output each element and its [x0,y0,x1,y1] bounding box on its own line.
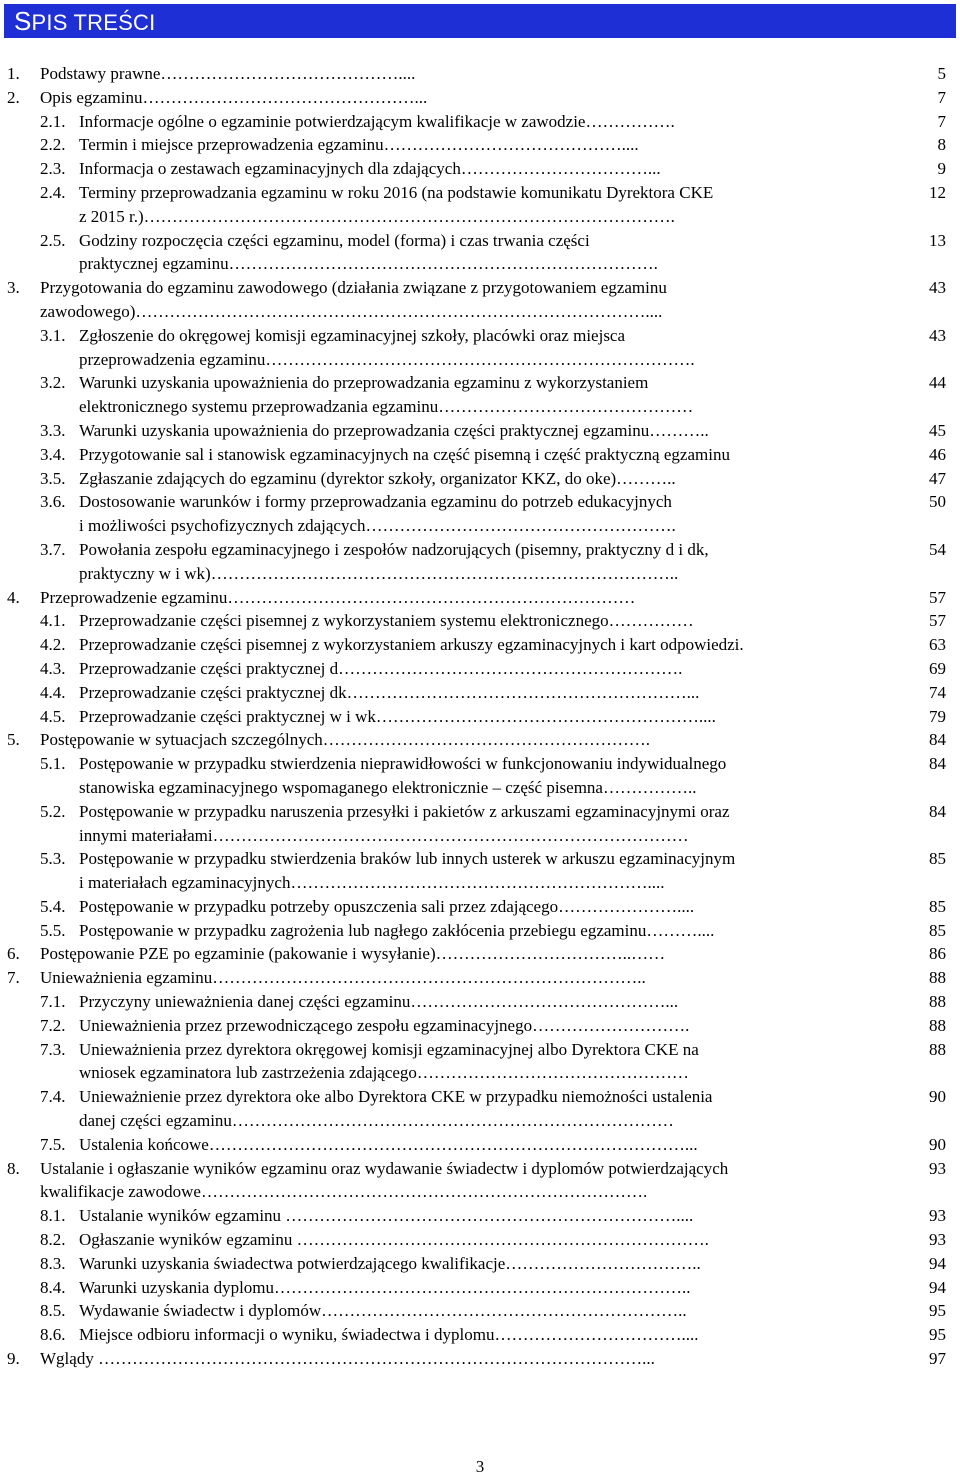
toc-entry[interactable] [0,1038,960,1086]
toc-entry-page: 8 [937,135,946,155]
toc-entry-page: 84 [929,754,946,774]
toc-entry[interactable] [0,490,960,538]
toc-entry-title: Unieważnienie przez dyrektora oke albo Dyrektora CKE w przypadku niemożności ustalenia [79,1087,713,1107]
toc-entry[interactable] [0,1204,960,1228]
toc-entry[interactable] [0,942,960,966]
toc-entry-title: Przeprowadzanie części praktycznej d……………………………………………………. [79,658,683,678]
toc-entry-page: 97 [929,1349,946,1369]
toc-entry-title: wniosek egzaminatora lub zastrzeżenia zdającego………………………………………… [79,1063,689,1083]
toc-entry-number: 5.4. [40,896,66,916]
toc-entry-title: Postępowanie w przypadku stwierdzenia braków lub innych usterek w arkuszu egzaminacyjnym [79,849,736,869]
section-title-initial: S [14,6,32,36]
toc-entry[interactable] [0,157,960,181]
toc-entry-number: 2.5. [40,230,66,250]
toc-entry-number: 2.1. [40,111,66,131]
toc-entry-number: 4. [7,587,20,607]
toc-entry-title: Podstawy prawne…………………………………….... [40,64,416,83]
toc-entry-page: 86 [929,944,946,964]
toc-entry-page: 84 [929,730,946,750]
toc-entry-title: Warunki uzyskania świadectwa potwierdzającego kwalifikacje…………………………….. [79,1253,701,1273]
toc-entry-number: 8.1. [40,1206,66,1226]
toc-entry[interactable] [0,966,960,990]
toc-entry[interactable] [0,633,960,657]
toc-entry-title: Ustalenia końcowe…………………………………………………………………………... [79,1134,698,1154]
toc-entry[interactable] [0,705,960,729]
toc-entry-number: 8. [7,1158,20,1178]
section-header-bar [4,4,956,38]
toc-entry-number: 3. [7,278,20,298]
toc-entry-title: praktyczny w i wk)……………………………………………………………………….. [79,563,679,583]
toc-entry-page: 7 [937,111,946,131]
toc-entry[interactable] [0,1347,960,1371]
toc-entry-title: Informacje ogólne o egzaminie potwierdzającym kwalifikacje w zawodzie……………. [79,111,675,131]
toc-entry-page: 43 [929,278,946,298]
toc-entry-title: z 2015 r.)…………………………………………………………………………………. [79,206,675,226]
toc-entry[interactable] [0,443,960,467]
toc-entry-number: 7.1. [40,992,66,1012]
toc-entry[interactable] [0,1252,960,1276]
toc-entry-title: Unieważnienia przez dyrektora okręgowej komisji egzaminacyjnej albo Dyrektora CKE na [79,1039,699,1059]
toc-entry-title: Termin i miejsce przeprowadzenia egzaminu…………………………………….... [79,135,639,155]
section-title [14,7,155,37]
toc-entry-title: Informacja o zestawach egzaminacyjnych dla zdających……………………………... [79,159,661,179]
toc-entry[interactable] [0,371,960,419]
toc-entry-title: Postępowanie PZE po egzaminie (pakowanie i wysyłanie)……………………………..…… [40,944,666,964]
toc-entry-page: 50 [929,492,946,512]
toc-entry-number: 3.5. [40,468,66,488]
toc-entry-number: 2. [7,87,20,107]
toc-entry[interactable] [0,800,960,848]
toc-entry-page: 94 [929,1253,946,1273]
toc-entry[interactable] [0,276,960,324]
toc-entry[interactable] [0,1133,960,1157]
toc-entry[interactable] [0,895,960,919]
toc-entry-title: Postępowanie w przypadku zagrożenia lub nagłego zakłócenia przebiegu egzaminu……….... [79,920,715,940]
toc-entry-number: 5.3. [40,849,66,869]
toc-entry-title: Przeprowadzanie części pisemnej z wykorzystaniem arkuszy egzaminacyjnych i kart odpowiedzi. [79,635,744,655]
toc-entry[interactable] [0,681,960,705]
toc-entry[interactable] [0,1157,960,1205]
toc-entry-title: Godziny rozpoczęcia części egzaminu, model (forma) i czas trwania części [79,230,590,250]
toc-entry[interactable] [0,919,960,943]
toc-entry-page: 93 [929,1206,946,1226]
toc-entry-page: 5 [937,64,946,83]
toc-entry-number: 8.3. [40,1253,66,1273]
toc-entry-number: 4.4. [40,682,66,702]
toc-entry-title: Przygotowania do egzaminu zawodowego (działania związane z przygotowaniem egzaminu [40,278,667,298]
toc-entry-number: 8.6. [40,1325,66,1345]
toc-entry-title: Ustalanie wyników egzaminu …………………………………………………………….... [79,1206,694,1226]
toc-entry-number: 6. [7,944,20,964]
toc-entry-number: 1. [7,64,20,83]
toc-entry[interactable] [0,181,960,229]
toc-entry-page: 88 [929,968,946,988]
toc-entry-title: Dostosowanie warunków i formy przeprowadzania egzaminu do potrzeb edukacyjnych [79,492,672,512]
toc-entry-number: 9. [7,1349,20,1369]
toc-entry-number: 3.6. [40,492,66,512]
toc-entry-number: 4.5. [40,706,66,726]
toc-entry-page: 63 [929,635,946,655]
toc-entry[interactable] [0,1323,960,1347]
toc-entry[interactable] [0,1228,960,1252]
toc-entry-number: 3.7. [40,539,66,559]
toc-entry-page: 90 [929,1134,946,1154]
table-of-contents [0,62,960,1371]
toc-entry-title: Miejsce odbioru informacji o wyniku, świadectwa i dyplomu…………………………….... [79,1325,699,1345]
toc-entry[interactable] [0,1299,960,1323]
toc-entry-page: 44 [929,373,946,393]
toc-entry-number: 4.3. [40,658,66,678]
toc-entry-title: Ogłaszanie wyników egzaminu ………………………………………………………………. [79,1230,709,1250]
toc-entry-number: 4.2. [40,635,66,655]
toc-entry-title: Postępowanie w przypadku naruszenia przesyłki i pakietów z arkuszami egzaminacyjnymi oraz [79,801,730,821]
toc-entry-page: 95 [929,1325,946,1345]
toc-entry[interactable] [0,86,960,110]
toc-entry[interactable] [0,609,960,633]
toc-entry-page: 54 [929,539,946,559]
toc-entry-title: i możliwości psychofizycznych zdających………………………………………………. [79,516,676,536]
toc-entry-number: 4.1. [40,611,66,631]
page-number: 3 [475,1457,485,1476]
toc-entry-page: 93 [929,1230,946,1250]
toc-entry[interactable] [0,657,960,681]
toc-entry-page: 7 [937,87,946,107]
toc-entry-number: 7.3. [40,1039,66,1059]
toc-entry-title: Warunki uzyskania upoważnienia do przeprowadzania części praktycznej egzaminu……….. [79,420,709,440]
toc-entry-number: 5.2. [40,801,66,821]
toc-entry-page: 93 [929,1158,946,1178]
toc-entry[interactable] [0,538,960,586]
toc-entry-page: 79 [929,706,946,726]
toc-entry-title: Zgłaszanie zdających do egzaminu (dyrektor szkoły, organizator KKZ, do oke)……….. [79,468,676,488]
toc-entry[interactable] [0,324,960,372]
toc-entry-title: Przeprowadzanie części pisemnej z wykorzystaniem systemu elektronicznego…………… [79,611,694,631]
toc-entry-number: 3.4. [40,444,66,464]
toc-entry-page: 57 [929,611,946,631]
toc-entry-title: elektronicznego systemu przeprowadzania egzaminu……………………………………… [79,397,694,417]
toc-entry-page: 88 [929,992,946,1012]
toc-entry-number: 5. [7,730,20,750]
toc-entry-page: 85 [929,896,946,916]
toc-entry-number: 8.5. [40,1301,66,1321]
toc-entry-number: 5.5. [40,920,66,940]
toc-entry-page: 88 [929,1015,946,1035]
toc-entry-page: 90 [929,1087,946,1107]
toc-entry-title: praktycznej egzaminu…………………………………………………………………. [79,254,658,274]
toc-entry-title: Ustalanie i ogłaszanie wyników egzaminu oraz wydawanie świadectw i dyplomów potwierdzających [40,1158,729,1178]
toc-entry-page: 57 [929,587,946,607]
toc-entry-title: innymi materiałami………………………………………………………………………… [79,825,689,845]
toc-entry-title: Postępowanie w przypadku stwierdzenia nieprawidłowości w funkcjonowaniu indywidualnego [79,754,727,774]
toc-entry-title: Unieważnienia przez przewodniczącego zespołu egzaminacyjnego………………………. [79,1015,690,1035]
toc-entry-title: kwalifikacje zawodowe……………………………………………………………………. [40,1182,648,1202]
toc-entry[interactable] [0,110,960,134]
toc-entry[interactable] [0,1085,960,1133]
toc-entry-title: i materiałach egzaminacyjnych……………………………………………………….... [79,873,665,893]
toc-entry[interactable] [0,752,960,800]
toc-entry-title: Zgłoszenie do okręgowej komisji egzaminacyjnej szkoły, placówki oraz miejsca [79,325,626,345]
toc-entry-number: 2.2. [40,135,66,155]
toc-entry-page: 94 [929,1277,946,1297]
toc-entry-title: Wglądy ……………………………………………………………………………………... [40,1349,655,1369]
toc-entry-title: Unieważnienia egzaminu………………………………………………………………….. [40,968,646,988]
toc-entry-number: 7.4. [40,1087,66,1107]
toc-entry-page: 13 [929,230,946,250]
toc-entry-title: Przygotowanie sal i stanowisk egzaminacyjnych na część pisemną i część praktyczną egzaminu [79,444,730,464]
toc-entry-title: Przeprowadzanie części praktycznej dk……………………………………………………... [79,682,700,702]
toc-entry-number: 8.2. [40,1230,66,1250]
toc-entry-title: stanowiska egzaminacyjnego wspomaganego elektronicznie – część pisemna…………….. [79,777,697,797]
toc-entry-page: 74 [929,682,946,702]
toc-entry-page: 45 [929,420,946,440]
toc-entry-page: 95 [929,1301,946,1321]
toc-entry[interactable] [0,990,960,1014]
toc-entry-page: 43 [929,325,946,345]
toc-entry[interactable] [0,586,960,610]
toc-entry-title: Przyczyny unieważnienia danej części egzaminu………………………………………... [79,992,679,1012]
toc-entry[interactable] [0,467,960,491]
toc-entry-number: 2.3. [40,159,66,179]
toc-entry[interactable] [0,847,960,895]
toc-entry-title: Postępowanie w przypadku potrzeby opuszczenia sali przez zdającego………………….... [79,896,695,916]
toc-entry-title: Warunki uzyskania dyplomu……………………………………………………………….. [79,1277,691,1297]
toc-entry-title: Warunki uzyskania upoważnienia do przeprowadzania egzaminu z wykorzystaniem [79,373,649,393]
toc-entry-page: 88 [929,1039,946,1059]
toc-entry-title: przeprowadzenia egzaminu…………………………………………………………………. [79,349,695,369]
toc-entry-page: 9 [937,159,946,179]
toc-entry-number: 8.4. [40,1277,66,1297]
toc-entry-number: 3.3. [40,420,66,440]
toc-entry-title: Postępowanie w sytuacjach szczególnych…………………………………………………. [40,730,651,750]
toc-entry-title: Powołania zespołu egzaminacyjnego i zespołów nadzorujących (pisemny, praktyczny d i dk, [79,539,709,559]
toc-entry-title: Opis egzaminu…………………………………………... [40,87,428,107]
toc-entry-number: 5.1. [40,754,66,774]
toc-entry-page: 47 [929,468,946,488]
toc-entry-page: 69 [929,658,946,678]
toc-entry-title: danej części egzaminu…………………………………………………………………… [79,1111,674,1131]
toc-entry-number: 7.2. [40,1015,66,1035]
toc-entry-title: Przeprowadzenie egzaminu……………………………………………………………… [40,587,636,607]
toc-entry-page: 46 [929,444,946,464]
toc-entry[interactable] [0,229,960,277]
toc-entry-number: 3.2. [40,373,66,393]
toc-entry-number: 2.4. [40,182,66,202]
toc-entry[interactable] [0,133,960,157]
toc-entry-title: Terminy przeprowadzania egzaminu w roku 2016 (na podstawie komunikatu Dyrektora CKE [79,182,714,202]
toc-entry-page: 85 [929,849,946,869]
toc-entry-title: Przeprowadzanie części praktycznej w i wk………………………………………………….... [79,706,716,726]
toc-entry-number: 7.5. [40,1134,66,1154]
toc-entry[interactable] [0,1014,960,1038]
toc-entry-page: 12 [929,182,946,202]
toc-entry[interactable] [0,728,960,752]
section-title-rest: PIS TREŚCI [31,10,156,35]
toc-entry-page: 84 [929,801,946,821]
toc-entry-number: 3.1. [40,325,66,345]
toc-entry-page: 85 [929,920,946,940]
toc-entry-title: zawodowego)……………………………………………………………………………….... [40,301,663,321]
toc-entry-number: 7. [7,968,20,988]
toc-entry[interactable] [0,1276,960,1300]
toc-entry[interactable] [0,62,960,86]
toc-entry[interactable] [0,419,960,443]
toc-entry-title: Wydawanie świadectw i dyplomów……………………………………………………….. [79,1301,687,1321]
